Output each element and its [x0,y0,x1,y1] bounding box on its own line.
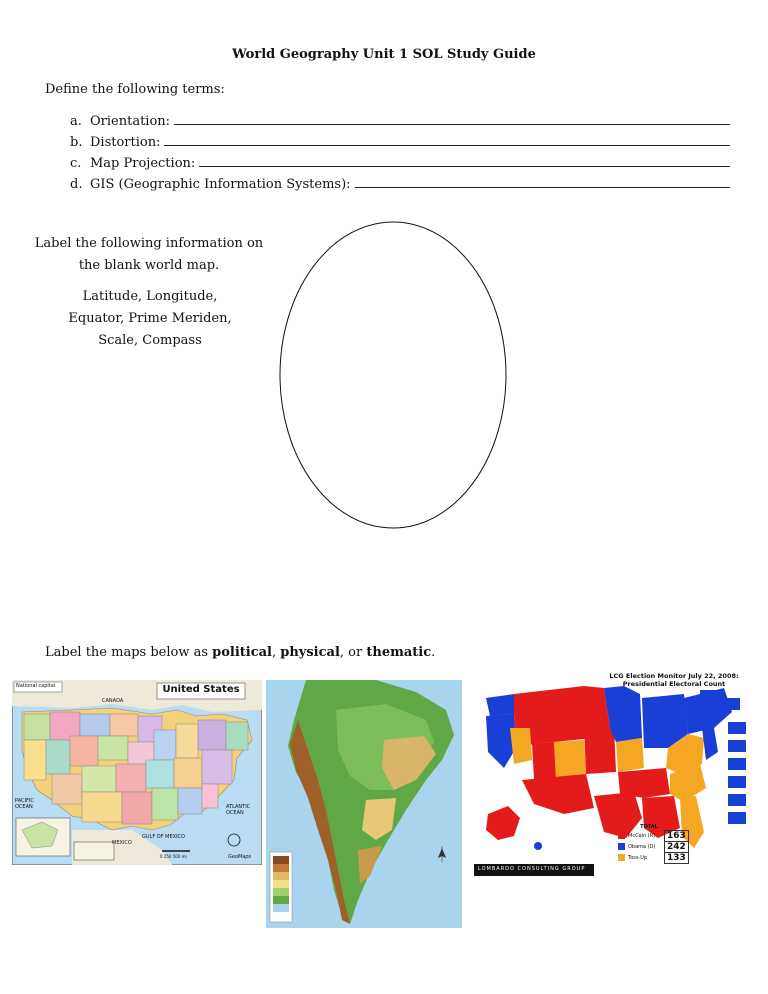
election-map-title: LCG Election Monitor July 22, 2008: Presidential Electoral Count [609,672,739,688]
legend-row: Obama (D) 242 [618,841,738,852]
legend-label: National capital [16,683,56,689]
us-political-map [12,680,262,865]
term-distortion: b. Distortion: [70,133,730,154]
term-gis: d. GIS (Geographic Information Systems): [70,175,730,196]
legend-swatch [618,854,625,861]
scale-label: 0 250 500 mi [160,854,187,859]
term-map-projection: c. Map Projection: [70,154,730,175]
map-items: Latitude, Longitude, Equator, Prime Meriden, Scale, Compass [68,289,232,348]
answer-blank[interactable] [174,112,730,125]
election-legend: TOTAL McCain (R) 163 Obama (D) 242 Toss-Up 133 [618,824,738,863]
terms-list [70,112,730,196]
country-label: CANADA [102,698,124,704]
legend-swatch [618,843,625,850]
south-america-physical-map [266,680,462,928]
brand-label: GeoMaps [228,854,252,860]
ocean-label: ATLANTIC OCEAN [226,804,251,816]
ocean-label: PACIFIC OCEAN [15,798,34,810]
page-title: World Geography Unit 1 SOL Study Guide [232,47,536,62]
us-map-title: United States [162,684,240,695]
us-map-graphic [12,680,262,865]
election-map-footer: LOMBARDO CONSULTING GROUP [478,866,586,872]
answer-blank[interactable] [199,154,730,167]
map-instruction: Label the following information on the blank world map. [34,236,264,273]
maps-instruction: Label the maps below as political, physical, or thematic. [45,645,436,660]
country-label: MEXICO [112,840,132,846]
legend-row: McCain (R) 163 [618,830,738,841]
term-orientation: a. Orientation: [70,112,730,133]
legend-row: Toss-Up 133 [618,852,738,863]
legend-swatch [618,832,625,839]
answer-blank[interactable] [355,175,730,188]
blank-world-map-oval[interactable] [278,220,510,532]
physical-map-graphic [266,680,462,928]
election-thematic-map [474,668,756,880]
answer-blank[interactable] [164,133,730,146]
define-instruction: Define the following terms: [45,82,225,97]
gulf-label: GULF OF MEXICO [142,834,185,840]
